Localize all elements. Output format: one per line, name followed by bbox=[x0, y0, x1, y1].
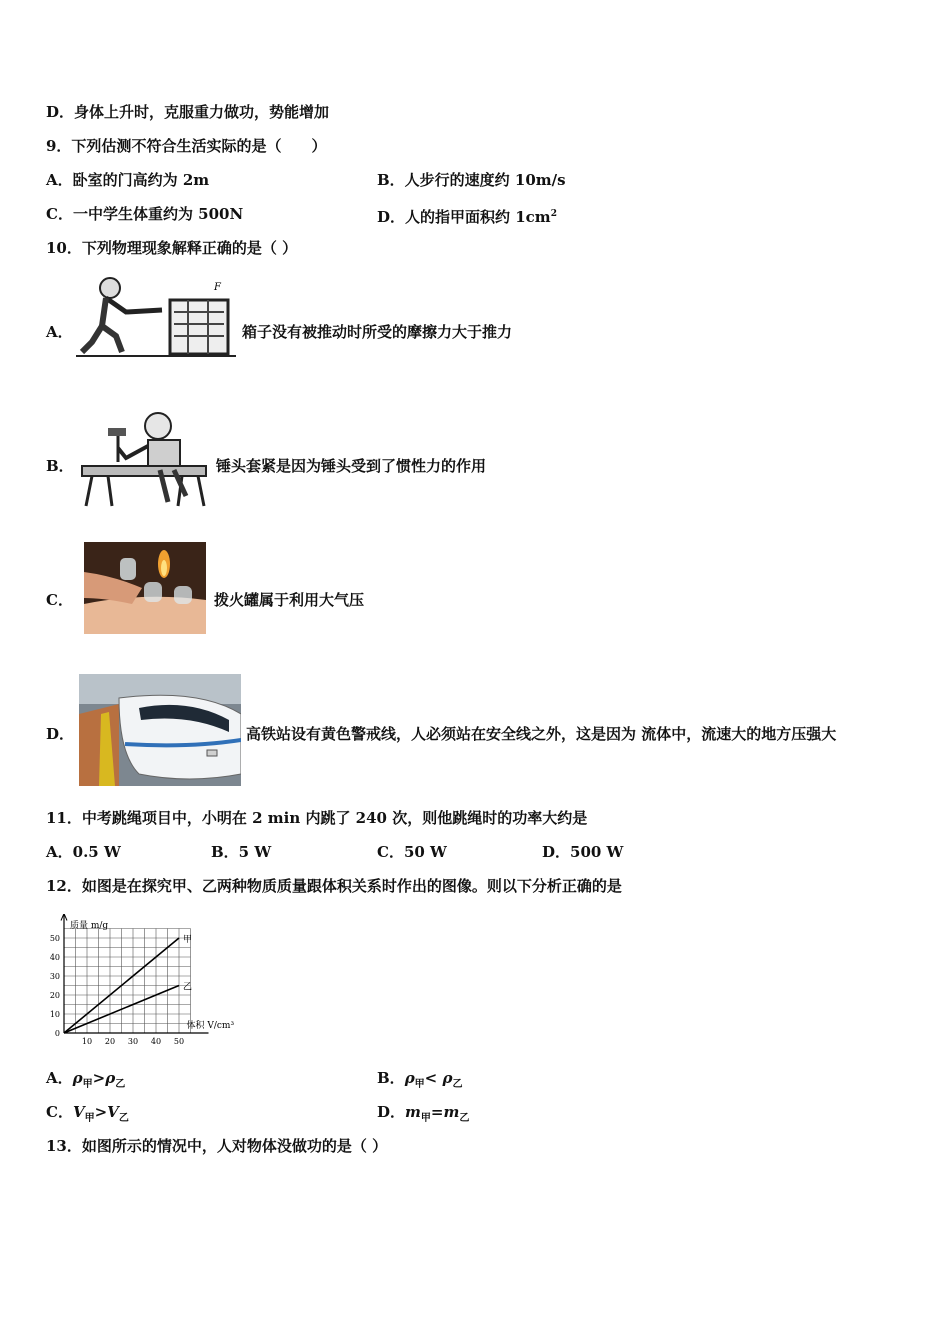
q12-b-sym1: ρ bbox=[404, 1069, 415, 1087]
x-tick-label: 50 bbox=[173, 1037, 185, 1046]
q12-d-op: = bbox=[430, 1103, 444, 1121]
x-tick-label: 10 bbox=[81, 1037, 93, 1046]
q12-c-sub1: 甲 bbox=[84, 1113, 95, 1124]
q12-option-b bbox=[377, 1068, 462, 1095]
q10-stem: 10．下列物理现象解释正确的是（ ） bbox=[46, 239, 298, 257]
cupping-drawing bbox=[84, 542, 206, 634]
q12-b-sub1: 甲 bbox=[414, 1079, 425, 1090]
q10-option-b-text: 锤头套紧是因为锤头受到了惯性力的作用 bbox=[216, 457, 487, 475]
q12-c-sym1: V bbox=[72, 1103, 85, 1121]
mass-volume-chart bbox=[44, 914, 254, 1050]
q12-b-sub2: 乙 bbox=[452, 1079, 463, 1090]
q9-option-b: B．人步行的速度约 10m/s bbox=[377, 171, 566, 189]
q12-stem: 12．如图是在探究甲、乙两种物质质量跟体积关系时作出的图像。则以下分析正确的是 bbox=[46, 877, 622, 895]
q12-option-a bbox=[46, 1068, 125, 1095]
q11-option-b: B．5 W bbox=[211, 843, 272, 861]
q10-option-b-label: B． bbox=[46, 457, 74, 475]
q10-option-d-label: D． bbox=[46, 725, 75, 743]
q10-option-d-text: 高铁站设有黄色警戒线，人必须站在安全线之外，这是因为 流体中，流速大的地方压强大 bbox=[246, 725, 837, 743]
hammer-bench-drawing bbox=[78, 406, 210, 512]
x-tick-label: 40 bbox=[150, 1037, 162, 1046]
q12-option-c-label: C． bbox=[46, 1103, 73, 1121]
q12-d-sub2: 乙 bbox=[459, 1113, 470, 1124]
q9-option-a: A．卧室的门高约为 2m bbox=[46, 171, 210, 189]
q11-option-c: C．50 W bbox=[377, 843, 447, 861]
q10-option-c-text: 拨火罐属于利用大气压 bbox=[214, 591, 365, 609]
q9-stem: 9．下列估测不符合生活实际的是（ ） bbox=[46, 137, 327, 155]
y-tick-label: 0 bbox=[54, 1029, 60, 1038]
q10-option-c-label: C． bbox=[46, 591, 73, 609]
q12-a-op: > bbox=[92, 1069, 106, 1087]
q9-option-d bbox=[377, 204, 557, 227]
y-tick-label: 40 bbox=[49, 953, 60, 962]
x-tick-label: 20 bbox=[104, 1037, 116, 1046]
q12-d-sym1: m bbox=[405, 1103, 421, 1121]
y-tick-label: 30 bbox=[49, 972, 60, 981]
pushing-box-illustration bbox=[76, 270, 236, 362]
q9-option-d-text: D．人的指甲面积约 1cm bbox=[377, 208, 551, 226]
q11-option-d: D．500 W bbox=[542, 843, 624, 861]
series-label-yi: 乙 bbox=[183, 982, 193, 993]
q10-option-a-label: A． bbox=[46, 323, 73, 341]
q11-stem: 11．中考跳绳项目中，小明在 2 min 内跳了 240 次，则他跳绳时的功率大约是 bbox=[46, 809, 588, 827]
q12-a-sym1: ρ bbox=[72, 1069, 83, 1087]
x-tick-label: 30 bbox=[127, 1037, 139, 1046]
q12-b-sym2: ρ bbox=[442, 1069, 453, 1087]
q10-option-a-text: 箱子没有被推动时所受的摩擦力大于推力 bbox=[242, 323, 513, 341]
mass-volume-chart-svg bbox=[44, 914, 254, 1050]
q12-option-a-label: A． bbox=[46, 1069, 73, 1087]
q12-option-b-label: B． bbox=[377, 1069, 405, 1087]
cupping-photo bbox=[84, 542, 206, 634]
hammer-bench-illustration bbox=[78, 406, 210, 512]
q13-stem: 13．如图所示的情况中，人对物体没做功的是（ ） bbox=[46, 1137, 388, 1155]
q12-a-sym2: ρ bbox=[105, 1069, 116, 1087]
q9-option-c: C．一中学生体重约为 500N bbox=[46, 205, 244, 223]
q11-option-a: A．0.5 W bbox=[46, 843, 121, 861]
q9-option-d-sup: 2 bbox=[550, 209, 557, 219]
q12-b-op: < bbox=[424, 1069, 443, 1087]
force-label: F bbox=[214, 282, 221, 293]
q8-option-d: D．身体上升时，克服重力做功，势能增加 bbox=[46, 103, 330, 121]
q12-c-sym2: V bbox=[107, 1103, 119, 1121]
q12-c-sub2: 乙 bbox=[118, 1113, 129, 1124]
y-tick-label: 50 bbox=[49, 934, 60, 943]
y-axis-label: 质量 m/g bbox=[70, 921, 109, 931]
series-label-jia: 甲 bbox=[183, 935, 193, 945]
y-tick-label: 20 bbox=[49, 991, 60, 1000]
q12-option-d bbox=[377, 1102, 469, 1129]
q12-a-sub1: 甲 bbox=[82, 1079, 93, 1090]
q12-c-op: > bbox=[94, 1103, 108, 1121]
x-axis-label: 体积 V/cm³ bbox=[186, 1021, 235, 1031]
q12-option-d-label: D． bbox=[377, 1103, 406, 1121]
q12-d-sym2: m bbox=[443, 1103, 460, 1121]
pushing-box-drawing bbox=[76, 270, 236, 362]
high-speed-train-drawing bbox=[79, 674, 241, 786]
y-tick-label: 10 bbox=[49, 1010, 60, 1019]
q12-d-sub1: 甲 bbox=[420, 1113, 431, 1124]
high-speed-train-photo bbox=[79, 674, 241, 786]
q12-option-c bbox=[46, 1102, 129, 1129]
q12-a-sub2: 乙 bbox=[115, 1079, 126, 1090]
